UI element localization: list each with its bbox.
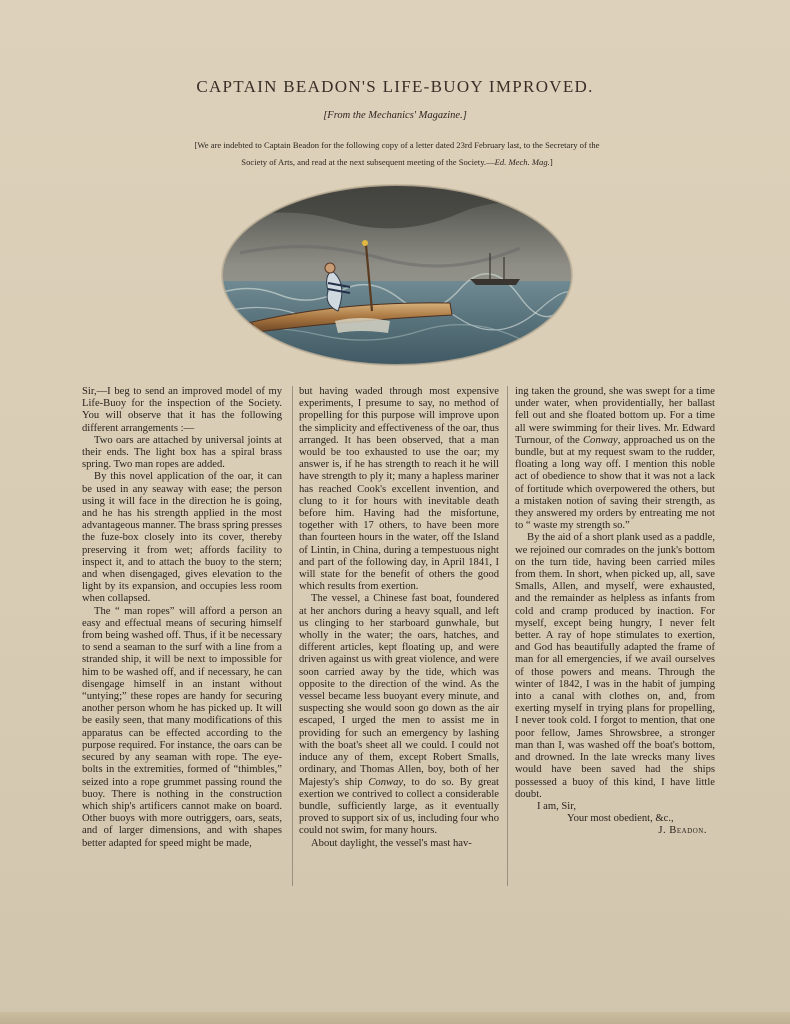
life-buoy-illustration [220, 183, 575, 368]
editor-abbrev: Ed. Mech. Mag. [494, 157, 550, 167]
paragraph-text: ing taken the ground, she was swept for a time under water, when providentially, her ballast fell out and she floated bottom up. For a time all were swimming for their lives. Mr. Edward Turnour, of the [515, 386, 715, 446]
paragraph-text: , to do so. By great exertion we contrived to collect a considerable bundle, sufficiently large, as it eventually proved to support six of us, including four who could not swim, for many hours. [299, 776, 500, 837]
paragraph-text: , approached us on the bundle, but at my request swam to the rudder, floating a long way off. I mention this noble act of obedience to show that it was not a lack of fortitude which overpowered the others, but a mistaken notion of saving their strength, as they answered my orders by entreating me not to “ waste my strength so.” [515, 434, 715, 532]
paragraph: About daylight, the vessel's mast hav- [311, 837, 472, 849]
column-divider [292, 386, 293, 886]
editor-note-close: ] [549, 157, 553, 167]
paragraph [299, 593, 499, 837]
paragraph: The “ man ropes” will afford a person an easy and effectual means of securing himself from being washed off. Thus, if it be necessary to send a seaman to the surf with a line from a stranded ship, it will be next to impossible for him to be washed off, and if necessary, he can disengage himself in an instant without “untying;” these ropes are handy for securing another person whom he has picked up. It will be easily seen, that many modifications of this apparatus can be effected according to the purpose required. For instance, the oars can be secured by any seaman with rope. The eye-bolts in the extremities, formed of “thimbles,” seized into a rope grummet passing round the buoy. There is nothing in the construction which ship's artificers cannot make on board. Other buoys with more outriggers, oars, seats, and of larger dimensions, and with shapes better adapted for speed might be made, [82, 605, 282, 849]
closing-line: Your most obedient, &c., [567, 813, 674, 825]
editor-note [150, 137, 644, 171]
closing-salutation: I am, Sir, [537, 800, 577, 812]
paragraph: but having waded through most expensive experiments, I presume to say, no method of propelling for this purpose will improve upon the simplicity and effectiveness of the oar, thus arranged. It has been observed, that a man would be too exhausted to use the oar; my answer is, if he has strength to reach it he will have strength to ply it; many a hapless mariner has reached Cook's excellent invention, and clung to it for hours with inevitable death before him. Having had the misfortune, together with 17 others, to have been more than fourteen hours in the water, off the Island of Lintin, in China, during a tempestuous night and part of the following day, in April 1841, I will state for the benefit of others the good which results from exertion. [299, 386, 499, 593]
text-column-2 [299, 386, 499, 850]
editor-note-line1: [We are indebted to Captain Beadon for the following copy of a letter dated 23rd February last, to the Secretary of the [194, 140, 600, 150]
editor-note-line2: Society of Arts, and read at the next subsequent meeting of the Society.— [241, 157, 495, 167]
ship-name: Conway [582, 434, 618, 446]
page-edge [0, 1012, 790, 1024]
paragraph [515, 386, 715, 532]
paragraph: By the aid of a short plank used as a paddle, we rejoined our comrades on the junk's bottom on the turn tide, having been carried miles from them. In short, when picked up, all, save Smalls, Allen, and myself, were exhausted, and the remainder as helpless as infants from cold and cramp produced by inaction. For myself, except being hungry, I never felt better. A ray of hope stimulates to exertion, and God has beautifully adapted the frame of man for all emergencies, if we avail ourselves of those powers and means. Through the winter of 1842, I was in the habit of jumping into a canal with clothes on, and, from exerting myself in trying plans for propelling, I never took cold. I forgot to mention, that one poor fellow, James Shrowsbree, a stronger man than I, was washed off the boat's bottom, and drowned. In the late wrecks many lives would have been saved had the ships possessed a buoy of this kind, I have little doubt. [515, 532, 715, 800]
paragraph: By this novel application of the oar, it can be used in any seaway with ease; the person using it will face in the direction he is going, and he has his strength applied in the most advantageous manner. The brass spring presses the fuze-box closely into its cover, thereby preserving it from wet; affords facility to inspect it, and to attach the buoy to the stern; and when disengaged, gives elevation to the light by its expansion, and occupies less room when collapsed. [82, 471, 282, 605]
text-column-3 [515, 386, 715, 838]
ship-name: Conway [368, 776, 404, 788]
text-column-1 [82, 386, 282, 850]
paragraph: Sir,—I beg to send an improved model of my Life-Buoy for the inspection of the Society. You will observe that it has the following different arrangements :— [82, 386, 282, 434]
column-divider [507, 386, 508, 886]
page-title: CAPTAIN BEADON'S LIFE-BUOY IMPROVED. [196, 77, 594, 96]
signature: J. Beadon. [658, 825, 707, 837]
source-note: [From the Mechanics' Magazine.] [323, 110, 467, 121]
paragraph-text: The vessel, a Chinese fast boat, foundered at her anchors during a heavy squall, and left us clinging to her starboard gunwhale, but wholly in the water; the oars, hatches, and different articles, kept floating up, and were driven against us with great violence, and were soon carried away by the tide, which was opposite to the direction of the wind. As the vessel became less buoyant every minute, and suspecting she would soon go down as the air escaped, I urged the men to assist me in providing for such an emergency by lashing with the boat's sheet all we could. I could not induce any of them, except Robert Smalls, ordinary, and Thomas Allen, boy, both of her Majesty's ship [299, 593, 499, 788]
paragraph: Two oars are attached by universal joints at their ends. The light box has a spiral brass spring. Two man ropes are added. [82, 434, 282, 471]
